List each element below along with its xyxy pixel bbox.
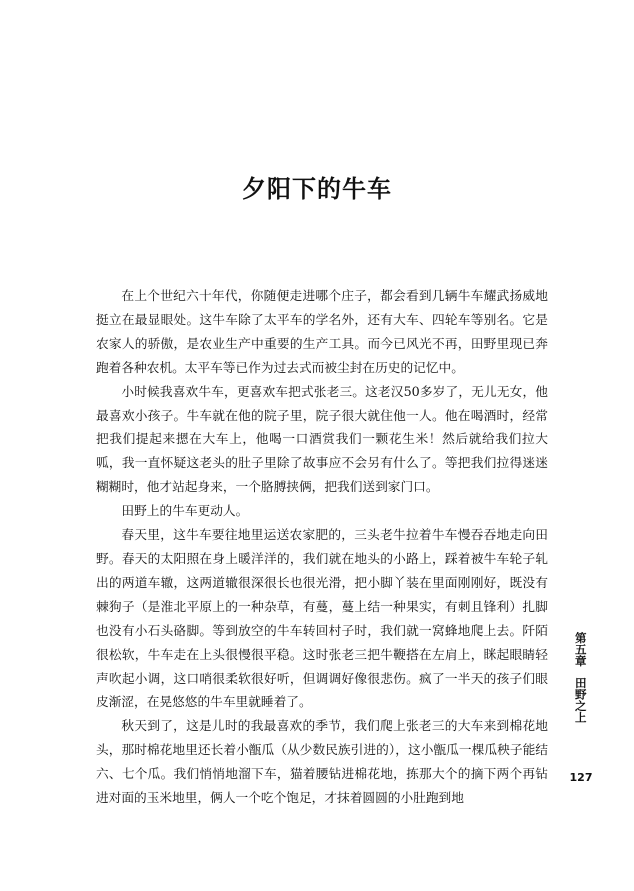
paragraph-4: 春天里，这牛车要往地里运送农家肥的，三头老牛拉着牛车慢吞吞地走向田野。春天的太阳照在身上暖洋洋的，我们就在地头的小路上，踩着被牛车轮子轧出的两道车辙，这两道辙很深很长也很光滑，把小脚丫装在里面刚刚好，既没有棘狗子（是淮北平原上的一种杂草，有蔓，蔓上结一种果实，有刺且锋利）扎脚也没有小石头硌脚。等到放空的牛车转回村子时，我们就一窝蜂地爬上去。阡陌很松软，牛车走在上头很慢很平稳。这时张老三把牛鞭搭在左肩上，眯起眼睛轻声吹起小调，这口哨很柔软很好听，但调调好像很悲伤。疯了一半天的孩子们眼皮渐涩，在晃悠悠的牛车里就睡着了。 <box>96 527 548 710</box>
paragraph-5: 秋天到了，这是儿时的我最喜欢的季节，我们爬上张老三的大车来到棉花地头，那时棉花地里还长着小甑瓜（从少数民族引进的），这小甑瓜一棵瓜秧子能结六、七个瓜。我们悄悄地溜下车，猫着腰钻进棉花地，拣那大个的摘下两个再钻进对面的玉米地里，俩人一个吃个饱足，才抹着圆圆的小肚跑到地 <box>96 718 548 806</box>
chapter-side-tab <box>570 632 590 723</box>
body-text <box>96 284 548 810</box>
paragraph-2: 小时候我喜欢牛车，更喜欢车把式张老三。这老汉50多岁了，无儿无女，他最喜欢小孩子。牛车就在他的院子里，院子很大就住他一人。他在喝酒时，经常把我们提起来摁在大车上，他喝一口酒赏我们一颗花生米！然后就给我们拉大呱，我一直怀疑这老头的肚子里除了故事应不会另有什么了。等把我们拉得迷迷糊糊时，他才站起身来，一个胳膊挟俩，把我们送到家门口。 <box>96 383 548 495</box>
paragraph-1: 在上个世纪六十年代，你随便走进哪个庄子，都会看到几辆牛车耀武扬威地挺立在最显眼处。这牛车除了太平车的学名外，还有大车、四轮车等别名。它是农家人的骄傲，是农业生产中重要的生产工具。而今已风光不再，田野里现已奔跑着各种农机。太平车等已作为过去式而被尘封在历史的记忆中。 <box>96 288 548 375</box>
side-tab-section: 田野之上 <box>573 676 588 723</box>
chapter-title: 夕阳下的牛车 <box>242 175 392 203</box>
side-tab-chapter: 第五章 <box>573 632 588 667</box>
page-number: 127 <box>569 771 593 784</box>
paragraph-3: 田野上的牛车更动人。 <box>121 503 249 519</box>
